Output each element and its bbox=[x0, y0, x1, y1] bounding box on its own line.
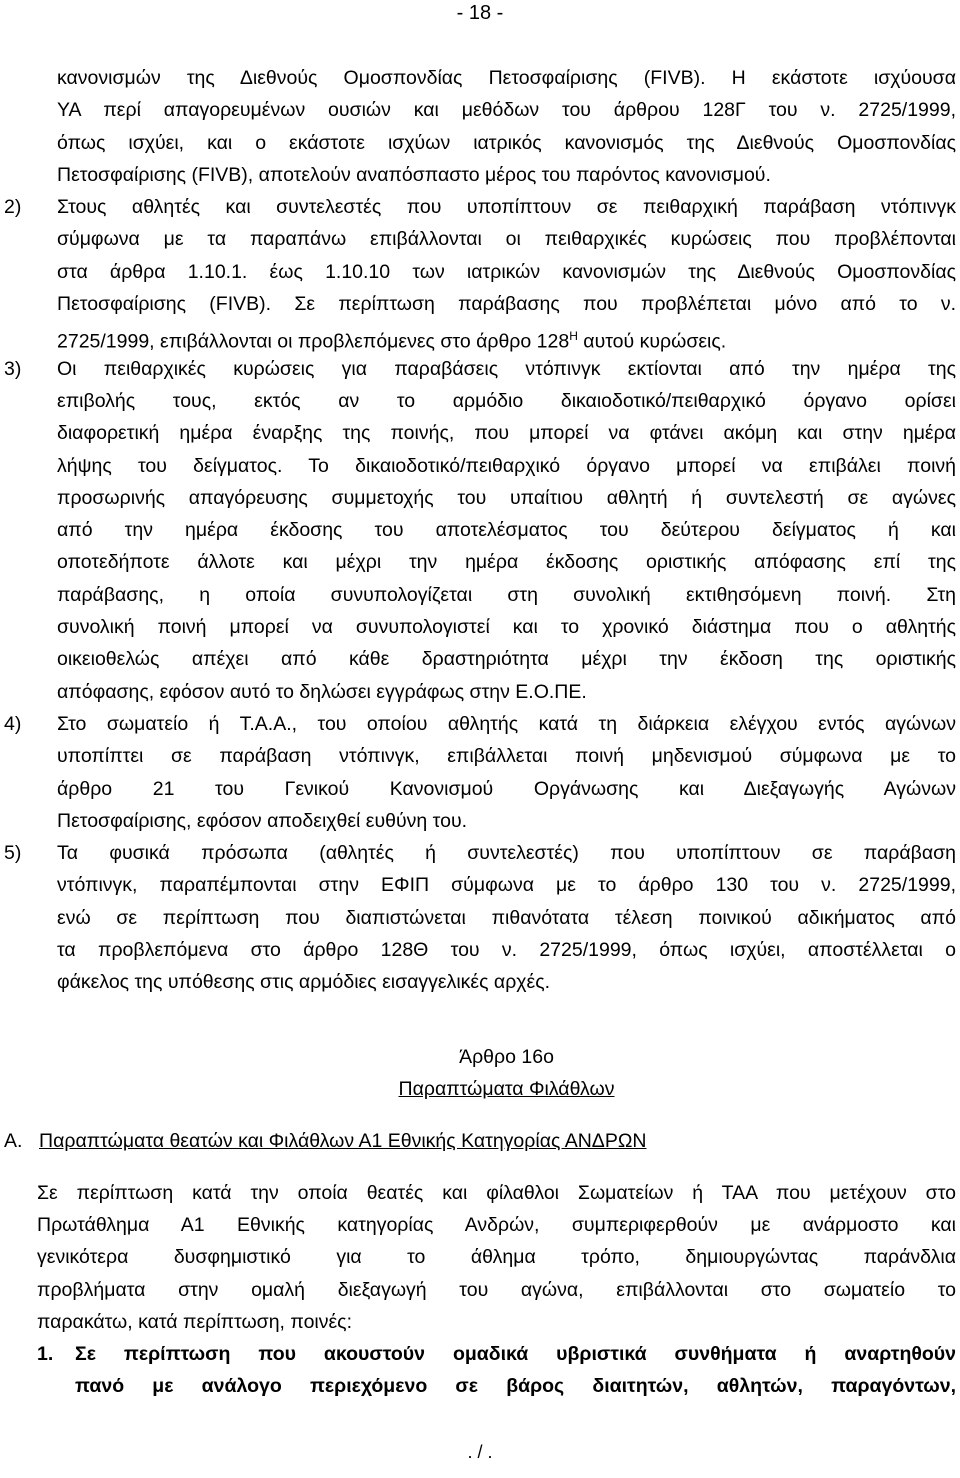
text-line: γενικότερα δυσφημιστικό για το άθλημα τρόπο, δημιουργώντας παράνδλια bbox=[37, 1246, 956, 1269]
text-line: Πρωτάθλημα Α1 Εθνικής κατηγορίας Ανδρών, συμπεριφερθούν με ανάρμοστο και bbox=[37, 1213, 956, 1236]
item-number: 4) bbox=[4, 712, 22, 735]
intro-paragraph bbox=[4, 1177, 956, 1338]
text-line: Σε περίπτωση κατά την οποία θεατές και φίλαθλοι Σωματείων ή ΤΑΑ που μετέχουν στο bbox=[37, 1181, 956, 1204]
text-line: οποτεδήποτε άλλοτε και μέχρι την ημέρα έκδοσης οριστικής απόφασης επί της bbox=[57, 551, 956, 574]
text-line: όπως ισχύει, και ο εκάστοτε ισχύων ιατρικός κανονισμός της Διεθνούς Ομοσπονδίας bbox=[57, 131, 956, 154]
text-line: άρθρο 21 του Γενικού Κανονισμού Οργάνωσης και Διεξαγωγής Αγώνων bbox=[57, 777, 956, 800]
text-line: προβλήματα στην ομαλή διεξαγωγή του αγώνα, επιβάλλονται στο σωματείο το bbox=[37, 1278, 956, 1301]
section-letter: Α. bbox=[4, 1129, 23, 1152]
text-line: Σε περίπτωση που ακουστούν ομαδικά υβριστικά συνθήματα ή αναρτηθούν bbox=[75, 1343, 956, 1366]
item-number: 3) bbox=[4, 357, 22, 380]
text-line: Πετοσφαίρισης (FIVB), αποτελούν αναπόσπαστο μέρος του παρόντος κανονισμού. bbox=[57, 163, 771, 186]
text-line: παρακάτω, κατά περίπτωση, ποινές: bbox=[37, 1310, 352, 1333]
paragraph-continuation bbox=[4, 62, 956, 191]
text-line: Τα φυσικά πρόσωπα (αθλητές ή συντελεστές) που υποπίπτουν σε παράβαση bbox=[57, 842, 956, 865]
text-line: συνολική ποινή μπορεί να συνυπολογιστεί και το χρονικό διάστημα που ο αθλητής bbox=[57, 616, 956, 639]
text-line: λήψης του δείγματος. Το δικαιοδοτικό/πειθαρχικό όργανο μπορεί να επιβάλει ποινή bbox=[57, 454, 956, 477]
text-line: Οι πειθαρχικές κυρώσεις για παραβάσεις ντόπινγκ εκτίονται από την ημέρα της bbox=[57, 357, 956, 380]
list-item-5 bbox=[4, 837, 956, 998]
text-line: απόφασης, εφόσον αυτό το δηλώσει εγγράφως στην Ε.Ο.ΠΕ. bbox=[57, 680, 587, 703]
text-line: Πετοσφαίρισης, εφόσον αποδειχθεί ευθύνη του. bbox=[57, 809, 468, 832]
item-number: 2) bbox=[4, 196, 22, 219]
text-line: ντόπινγκ, παραπέμπονται στην ΕΦΙΠ σύμφωνα με το άρθρο 130 του ν. 2725/1999, bbox=[57, 874, 956, 897]
text-line: υποπίπτει σε παράβαση ντόπινγκ, επιβάλλεται ποινή μηδενισμού σύμφωνα με το bbox=[57, 745, 956, 768]
text-segment: αυτού κυρώσεις. bbox=[577, 330, 727, 353]
text-line: σύμφωνα με τα παραπάνω επιβάλλονται οι πειθαρχικές κυρώσεις που προβλέπονται bbox=[57, 228, 956, 251]
text-line: στα άρθρα 1.10.1. έως 1.10.10 των ιατρικών κανονισμών της Διεθνούς Ομοσπονδίας bbox=[57, 260, 956, 283]
text-line: ενώ σε περίπτωση που διαπιστώνεται πιθανότατα τέλεση ποινικού αδικήματος από bbox=[57, 906, 956, 929]
text-line: κανονισμών της Διεθνούς Ομοσπονδίας Πετοσφαίρισης (FIVB). Η εκάστοτε ισχύουσα bbox=[57, 67, 956, 89]
text-line: Πετοσφαίρισης (FIVB). Σε περίπτωση παράβασης που προβλέπεται μόνο από το ν. bbox=[57, 293, 956, 316]
section-heading bbox=[4, 1125, 956, 1157]
penalty-item-1 bbox=[4, 1338, 956, 1403]
document-body bbox=[4, 62, 956, 1403]
text-line: φάκελος της υπόθεσης στις αρμόδιες εισαγγελικές αρχές. bbox=[57, 971, 551, 994]
text-line: επιβολής τους, εκτός αν το αρμόδιο δικαιοδοτικό/πειθαρχικό όργανο ορίσει bbox=[57, 389, 956, 412]
text-line: Στο σωματείο ή Τ.Α.Α., του οποίου αθλητής κατά τη διάρκεια ελέγχου εντός αγώνων bbox=[57, 712, 956, 735]
text-line bbox=[57, 320, 956, 352]
list-item-2 bbox=[4, 191, 956, 352]
text-line: προσωρινής απαγόρευσης συμμετοχής του υπαίτιου αθλητή ή συντελεστή σε αγώνες bbox=[57, 486, 956, 509]
text-line: τα προβλεπόμενα στο άρθρο 128Θ του ν. 2725/1999, όπως ισχύει, αποστέλλεται ο bbox=[57, 939, 956, 962]
list-item-3 bbox=[4, 353, 956, 708]
text-line: παράβασης, η οποία συνυπολογίζεται στη συνολική εκτιθησόμενη ποινή. Στη bbox=[57, 583, 956, 606]
item-number: 5) bbox=[4, 842, 22, 865]
text-line: Στους αθλητές και συντελεστές που υποπίπτουν σε πειθαρχική παράβαση ντόπινγκ bbox=[57, 196, 956, 219]
text-line: πανό με ανάλογο περιεχόμενο σε βάρος διαιτητών, αθλητών, παραγόντων, bbox=[75, 1375, 956, 1398]
article-number: Άρθρο 16ο bbox=[459, 1045, 554, 1068]
page-footer: . / . bbox=[467, 1442, 493, 1462]
text-line: ΥΑ περί απαγορευμένων ουσιών και μεθόδων του άρθρου 128Γ του ν. 2725/1999, bbox=[57, 99, 956, 122]
superscript: Η bbox=[569, 329, 578, 344]
text-line: διαφορετική ημέρα έναρξης της ποινής, που μπορεί να φτάνει ακόμη και στην ημέρα bbox=[57, 422, 956, 445]
text-line: οικειοθελώς απέχει από κάθε δραστηριότητα μέχρι την έκδοση της οριστικής bbox=[57, 648, 956, 671]
list-item-4 bbox=[4, 708, 956, 837]
section-title: Παραπτώματα θεατών και Φιλάθλων Α1 Εθνικής Κατηγορίας ΑΝΔΡΩΝ bbox=[39, 1129, 647, 1152]
item-number: 1. bbox=[37, 1343, 54, 1366]
article-title: Παραπτώματα Φιλάθλων bbox=[398, 1077, 615, 1100]
text-segment: 2725/1999, επιβάλλονται οι προβλεπόμενες στο άρθρο 128 bbox=[57, 330, 570, 353]
page-number: - 18 - bbox=[456, 2, 504, 24]
text-line: από την ημέρα έκδοσης του αποτελέσματος του δεύτερου δείγματος ή και bbox=[57, 519, 956, 542]
